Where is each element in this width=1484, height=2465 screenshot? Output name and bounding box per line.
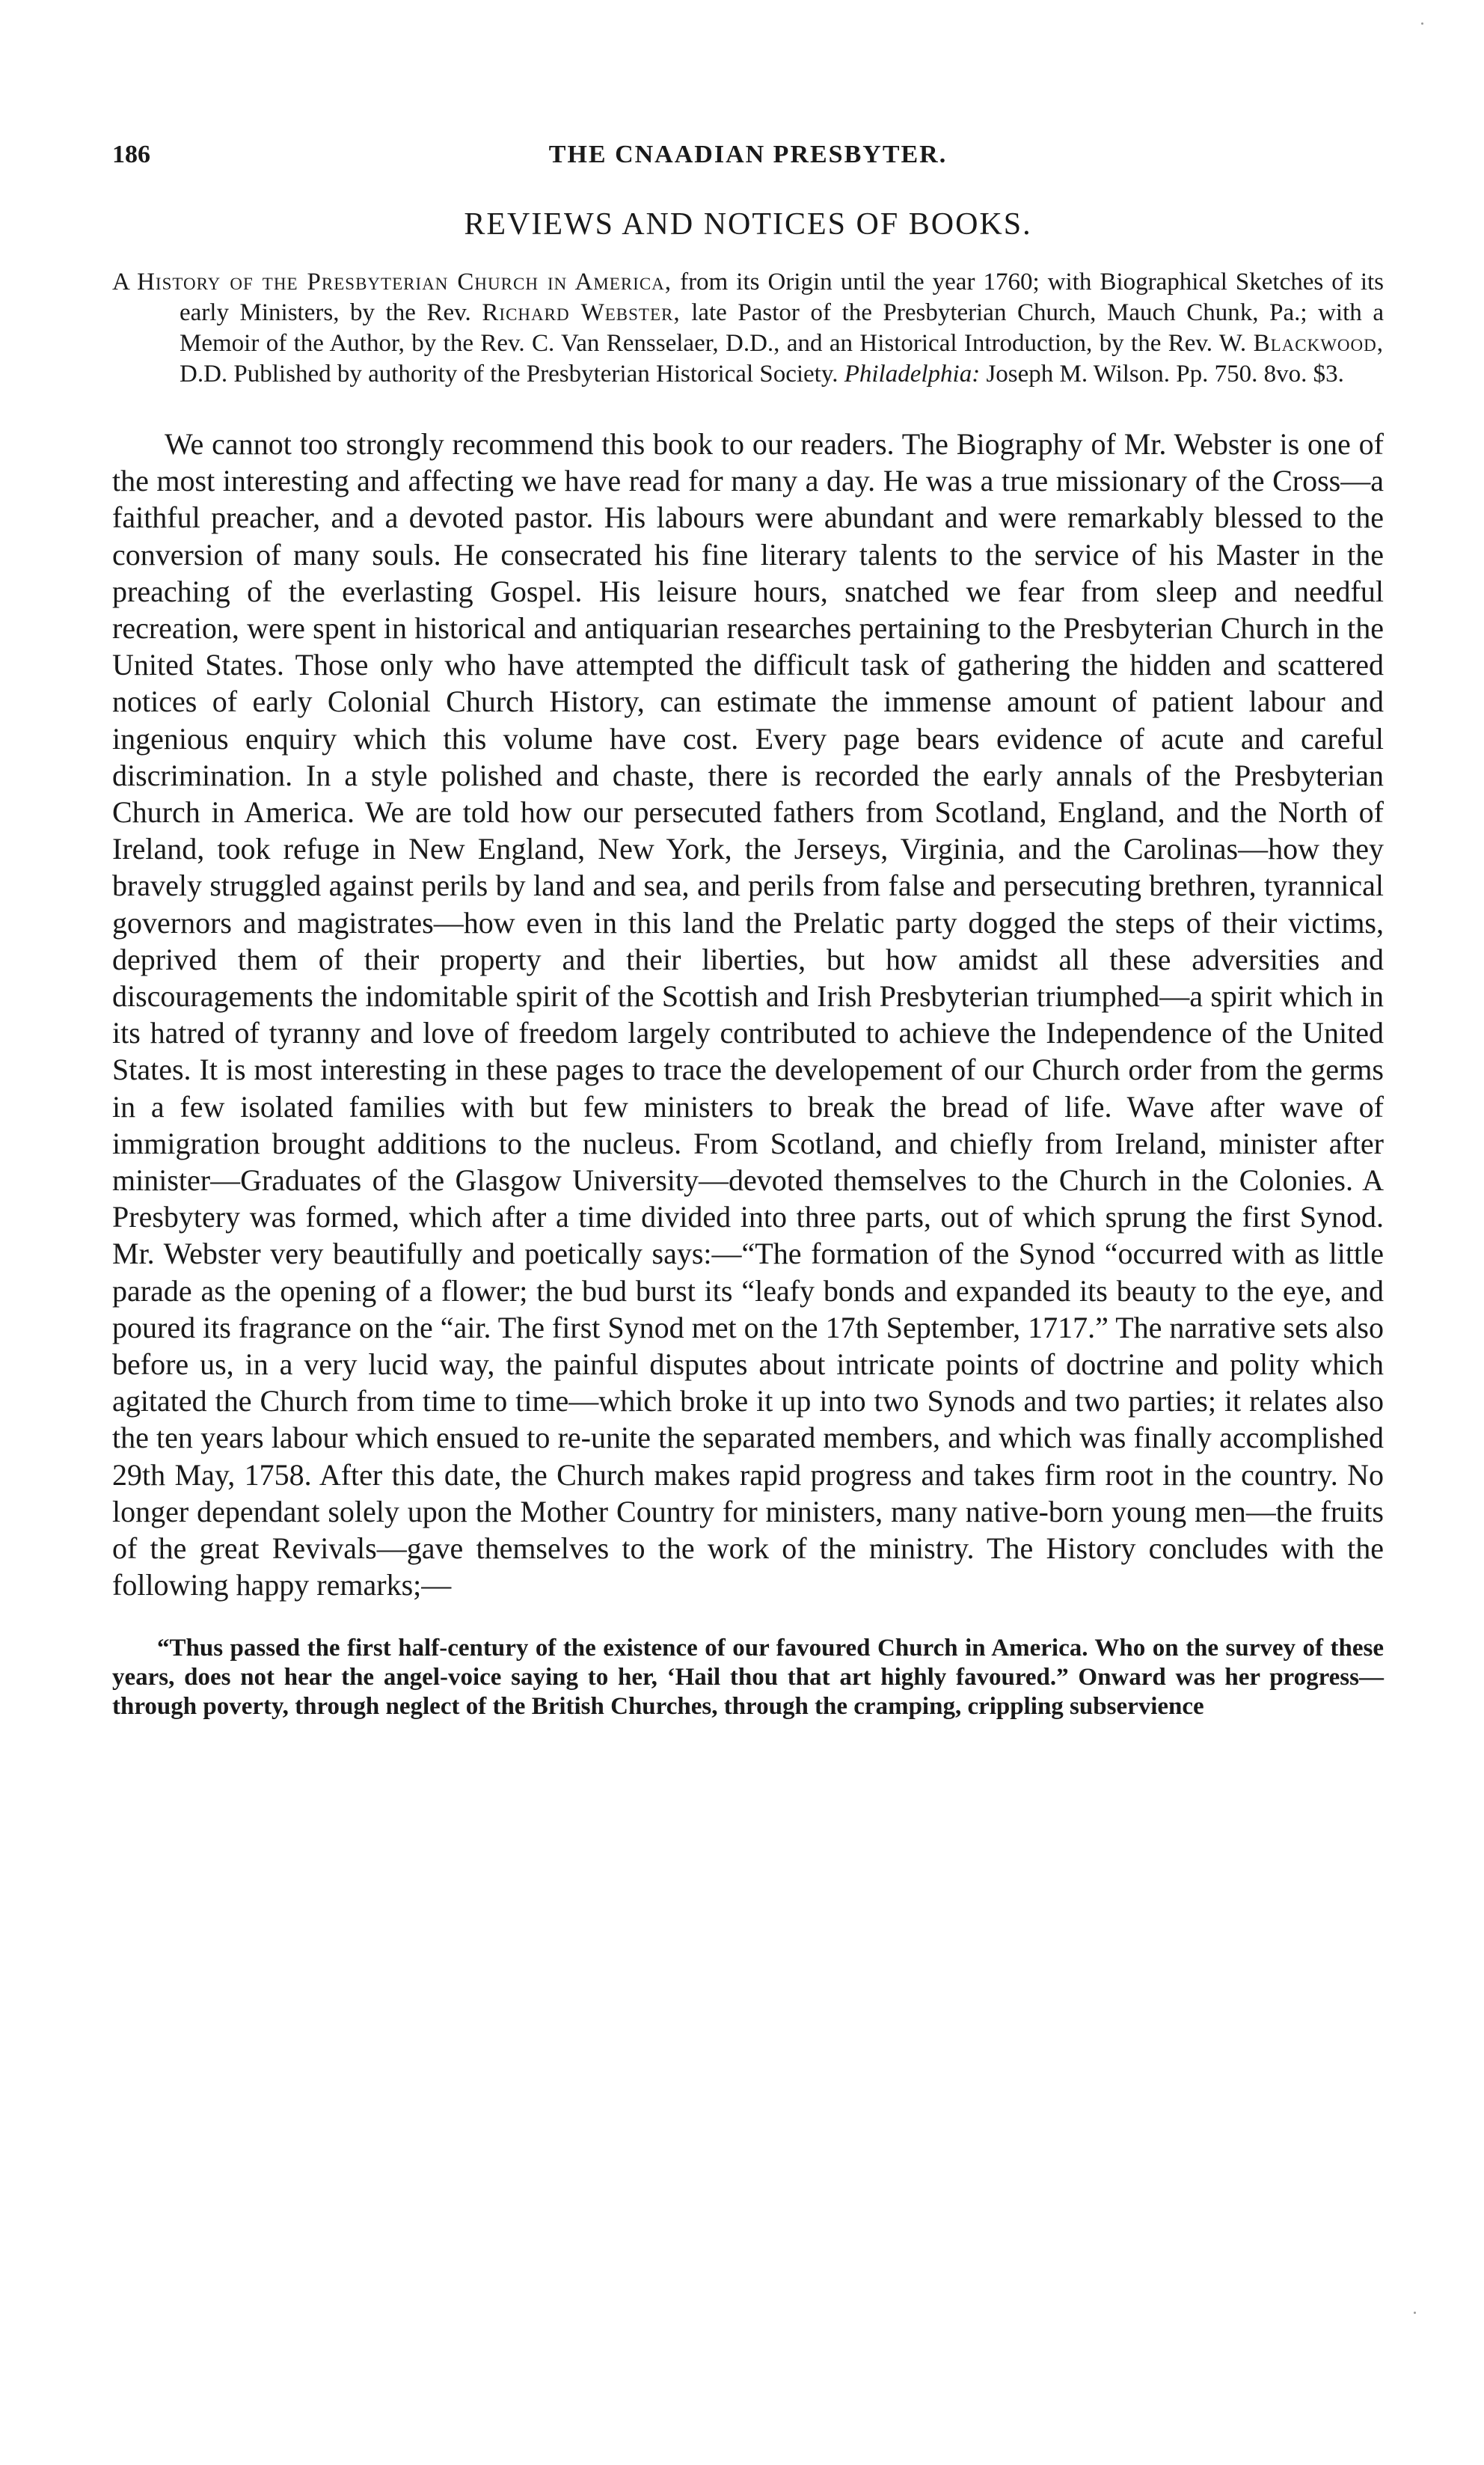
quotation: “Thus passed the first half-century of the existence of our favoured Church in America. Who on the survey of these years, does not hear the angel-voice saying to her, ‘Hail thou that art highly favoured.” Onward was her progress—through poverty, through neglect of the British Churches, through the cramping, crippling subservience: [112, 1634, 1384, 1720]
paper-speck: [1414, 2312, 1416, 2314]
book-entry-part3: D.D. Published by authority of the Presbyterian Historical Society.: [180, 361, 844, 388]
book-entry-part4: Joseph M. Wilson. Pp. 750. 8vo. $3.: [980, 361, 1344, 388]
intro-author: Blackwood,: [1253, 330, 1384, 357]
book-entry-part1: from its Origin until the year 1760; with Biographical Sketches of its early Ministers, by the Rev.: [180, 269, 1385, 326]
page-number: 186: [112, 141, 150, 168]
running-head: THE CNAADIAN PRESBYTER.: [548, 141, 948, 168]
book-entry-part2: late Pastor of the Presbyterian Church, Mauch Chunk, Pa.; with a Memoir of the Author, by the Rev. C. Van Rensselaer, D.D., and an Historical Introduction, by the Rev. W.: [180, 299, 1385, 357]
book-title: History of the Presbyterian Church in America,: [137, 269, 672, 296]
publisher-place: Philadelphia:: [844, 361, 981, 388]
page-header: [112, 127, 1384, 187]
review-body: We cannot too strongly recommend this book to our readers. The Biography of Mr. Webster is one of the most interesting and affecting we have read for many a day. He was a true missionary of the Cross—a faithful preacher, and a devoted pastor. His labours were abundant and were remarkably blessed to the conversion of many souls. He consecrated his fine literary talents to the service of his Master in the preaching of the everlasting Gospel. His leisure hours, snatched we fear from sleep and needful recreation, were spent in historical and antiquarian researches pertaining to the Presbyterian Church in the United States. Those only who have attempted the difficult task of gathering the hidden and scattered notices of early Colonial Church History, can estimate the immense amount of patient labour and ingenious enquiry which this volume have cost. Every page bears evidence of acute and careful discrimination. In a style polished and chaste, there is recorded the early annals of the Presbyterian Church in America. We are told how our persecuted fathers from Scotland, England, and the North of Ireland, took refuge in New England, New York, the Jerseys, Virginia, and the Carolinas—how they bravely struggled against perils by land and sea, and perils from false and persecuting brethren, tyrannical governors and magistrates—how even in this land the Prelatic party dogged the steps of their victims, deprived them of their property and their liberties, but how amidst all these adversities and discouragements the indomitable spirit of the Scottish and Irish Presbyterian triumphed—a spirit which in its hatred of tyranny and love of freedom largely contributed to achieve the Independence of the United States. It is most interesting in these pages to trace the developement of our Church order from the germs in a few isolated families with but few ministers to break the bread of life. Wave after wave of immigration brought additions to the nucleus. From Scotland, and chiefly from Ireland, minister after minister—Graduates of the Glasgow University—devoted themselves to the Church in the Colonies. A Presbytery was formed, which after a time divided into three parts, out of which sprung the first Synod. Mr. Webster very beautifully and poetically says:—“The formation of the Synod “occurred with as little parade as the opening of a flower; the bud burst its “leafy bonds and expanded its beauty to the eye, and poured its fragrance on the “air. The first Synod met on the 17th September, 1717.” The narrative sets also before us, in a very lucid way, the painful disputes about intricate points of doctrine and polity which agitated the Church from time to time—which broke it up into two Synods and two parties; it relates also the ten years labour which ensued to re-unite the separated members, and which was finally accomplished 29th May, 1758. After this date, the Church makes rapid progress and takes firm root in the country. No longer dependant solely upon the Mother Country for ministers, many native-born young men—the fruits of the great Revivals—gave themselves to the work of the ministry. The History concludes with the following happy remarks;—: [112, 427, 1384, 1602]
section-title: REVIEWS AND NOTICES OF BOOKS.: [464, 207, 1032, 242]
paper-speck: [1421, 22, 1423, 25]
book-entry: [112, 267, 1384, 390]
book-entry-lead: A: [112, 269, 138, 296]
book-author: Richard Webster,: [482, 299, 681, 326]
page: [112, 127, 1384, 1746]
